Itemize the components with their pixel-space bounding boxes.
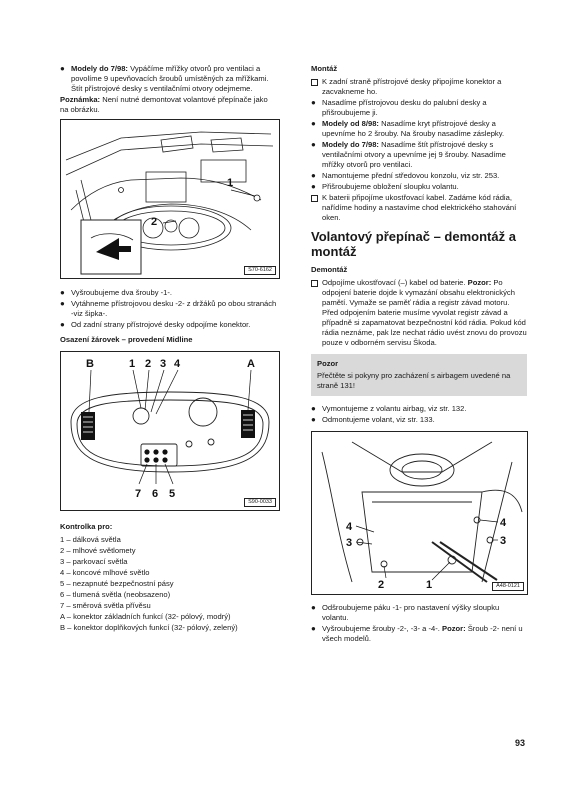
page-number: 93 [514, 738, 525, 748]
bullet-dot-icon: ● [311, 171, 316, 180]
figure-steering-column [311, 431, 528, 595]
checkbox-square-icon [311, 79, 318, 86]
bullet-dot-icon: ● [311, 140, 316, 149]
bullet-dot-icon: ● [311, 603, 316, 612]
bullet-text: Šroub -2- není u všech modelů. [322, 624, 523, 643]
bullet-text: Vyšroubujeme šrouby -2-, -3- a -4-. [322, 624, 442, 633]
bullet-item [311, 182, 527, 192]
bullet-dot-icon: ● [60, 288, 65, 297]
bullet-item [311, 171, 527, 181]
callout-4: 4 [174, 358, 181, 370]
bullet-disconnect [60, 320, 278, 330]
bullet-item [311, 140, 527, 170]
heading-montaz: Montáž [311, 64, 338, 73]
legend-item: 3 – parkovací světla [60, 557, 128, 566]
steering-column-illustration [312, 432, 527, 594]
section-heading: Volantový přepínač – demontáž a montáž [311, 229, 516, 259]
right-column [311, 64, 527, 645]
note-text: Není nutné demontovat volantové přepínače jako na obrázku. [60, 95, 268, 114]
heading-demontaz: Demontáž [311, 265, 348, 274]
bullet-dot-icon: ● [311, 119, 316, 128]
legend-item: 4 – koncové mlhové světlo [60, 568, 150, 577]
bullet-dot-icon: ● [311, 404, 316, 413]
bullet-models-until-798 [60, 64, 278, 94]
legend-item: 2 – mlhové světlomety [60, 546, 136, 555]
k-item [311, 77, 527, 97]
keyword: Modely do 7/98: [322, 140, 379, 149]
bullet-item [311, 404, 527, 414]
figure-code: S90-0033 [244, 498, 276, 507]
bullet-item [311, 624, 527, 644]
figure-code: A48-0121 [492, 582, 524, 591]
k-item [311, 193, 527, 223]
bullet-dot-icon: ● [311, 98, 316, 107]
legend-item: B – konektor doplňkových funkcí (32- pólový, zelený) [60, 623, 238, 632]
bullet-text: Vyšroubujeme dva šrouby -1-. [71, 288, 173, 297]
legend-item: 5 – nezapnuté bezpečnostní pásy [60, 579, 174, 588]
callout-2: 2 [378, 579, 385, 591]
bullet-item [311, 415, 527, 425]
legend-title: Kontrolka pro: [60, 522, 113, 531]
bullet-dot-icon: ● [311, 415, 316, 424]
warning-text: Přečtěte si pokyny pro zacházení s airbagem uvedené na straně 131! [317, 371, 511, 390]
bullet-dot-icon: ● [60, 299, 65, 308]
bullet-dot-icon: ● [311, 624, 316, 633]
bullet-dot-icon: ● [60, 320, 65, 329]
callout-5: 5 [169, 488, 176, 500]
bullet-text: Odmontujeme volant, viz str. 133. [322, 415, 435, 424]
bullet-text: Od zadní strany přístrojové desky odpojíme konektor. [71, 320, 251, 329]
k-item-text: K zadní straně přístrojové desky připojíme konektor a zacvakneme ho. [322, 77, 502, 96]
bullet-text: Nasadíme přístrojovou desku do palubní desky a přišroubujeme ji. [322, 98, 487, 117]
figure-dashboard-removal [60, 119, 280, 279]
bullet-item [311, 119, 527, 139]
callout-6: 6 [152, 488, 159, 500]
keyword: Modely do 7/98: [71, 64, 128, 73]
k-item [311, 278, 527, 348]
callout-3-right: 3 [500, 535, 507, 547]
checkbox-square-icon [311, 280, 318, 287]
bullet-unscrew [60, 288, 278, 298]
k-item-text: K baterii připojíme ukostřovací kabel. Zadáme kód rádia, nařídíme hodiny a nastavíme chod elektrického stahování oken. [322, 193, 517, 222]
legend-list [60, 535, 278, 633]
legend-item: 1 – dálková světla [60, 535, 121, 544]
callout-B: B [86, 358, 94, 370]
legend-item: A – konektor základních funkcí (32- pólový, modrý) [60, 612, 231, 621]
bullet-text: Nasadíme kryt přístrojové desky a upevníme ho 2 šrouby. Na šrouby nasadíme záslepky. [322, 119, 505, 138]
bullet-text: Odšroubujeme páku -1- pro nastavení výšky sloupku volantu. [322, 603, 500, 622]
heading-bulbs: Osazení žárovek – provedení Midline [60, 335, 193, 344]
legend-item: 6 – tlumená světla (neobsazeno) [60, 590, 171, 599]
keyword: Pozor: [442, 624, 466, 633]
figure-code: S70-6162 [244, 266, 276, 275]
bullet-text: Vytáhneme přístrojovou desku -2- z držáků po obou stranách -viz šipka-. [71, 299, 277, 318]
callout-1: 1 [129, 358, 136, 370]
warning-title: Pozor [317, 359, 339, 368]
bullet-text: Vypáčíme mřížky otvorů pro ventilaci a povolíme 9 upevňovacích šroubů umístěných za mřížkami. Štít přístrojové desky s ventilačními otvory odejmeme. [71, 64, 269, 93]
legend-item: 7 – směrová světla přívěsu [60, 601, 151, 610]
note [60, 95, 278, 115]
bullet-item [311, 603, 527, 623]
callout-4-right: 4 [500, 517, 507, 529]
callout-3-left: 3 [346, 537, 353, 549]
bullet-pull-out [60, 299, 278, 319]
checkbox-square-icon [311, 195, 318, 202]
callout-2: 2 [151, 216, 158, 228]
figure-bulb-layout [60, 351, 280, 511]
instrument-cluster-illustration [61, 352, 279, 510]
callout-2: 2 [145, 358, 152, 370]
callout-4-left: 4 [346, 521, 353, 533]
callout-A: A [247, 358, 255, 370]
keyword: Pozor: [467, 278, 492, 287]
warning-box [311, 354, 527, 396]
bullet-text: Namontujeme přední středovou konzolu, viz str. 253. [322, 171, 500, 180]
bullet-item [311, 98, 527, 118]
bullet-text: Vymontujeme z volantu airbag, viz str. 132. [322, 404, 467, 413]
text: Po odpojení baterie dojde k vymazání obsahu elektronických pamětí. Vymaže se paměť rádia a registr závad motoru. Před odpojením baterie musíme vyvolat registr závad a případně si zapamatovat bezpečnostní kód rádia. Pokud kód rádia neznáme, pak lze nechat rádio uvést znovu do provozu pouze v odborném servisu Škoda. [322, 278, 527, 347]
bullet-text: Nasadíme štít přístrojové desky s ventilačními otvory a upevníme jej 9 šrouby. Nasadíme mřížky otvorů pro ventilaci. [322, 140, 506, 169]
bullet-dot-icon: ● [60, 64, 65, 73]
callout-1: 1 [426, 579, 433, 591]
callout-3: 3 [160, 358, 167, 370]
bullet-text: Přišroubujeme obložení sloupku volantu. [322, 182, 459, 191]
left-column [60, 64, 278, 634]
callout-7: 7 [135, 488, 142, 500]
keyword: Modely od 8/98: [322, 119, 379, 128]
callout-1: 1 [227, 177, 234, 189]
text: Odpojíme ukostřovací (–) kabel od baterie. [322, 278, 468, 287]
dashboard-illustration [61, 120, 279, 278]
note-keyword: Poznámka: [60, 95, 101, 104]
bullet-dot-icon: ● [311, 182, 316, 191]
